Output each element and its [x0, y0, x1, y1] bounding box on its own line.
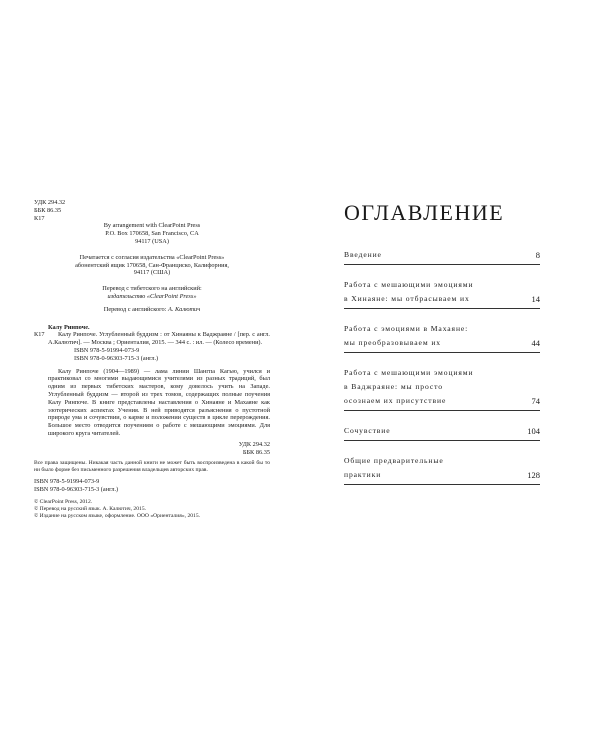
toc-entry[interactable] — [344, 278, 540, 309]
toc-entry-title: Сочувствие — [344, 426, 391, 435]
toc-entry-title: Введение — [344, 250, 382, 259]
translation-tib-publisher: издательство «ClearPoint Press» — [107, 292, 197, 300]
udk-line: УДК 294.32 — [34, 199, 66, 206]
isbn-citation-2: ISBN 978-0-96303-715-3 (англ.) — [74, 354, 159, 362]
toc-entry-page: 14 — [531, 294, 540, 304]
udk-block — [34, 199, 270, 222]
printed-line: абонентский ящик 170658, Сан-Франциско, Калифорния, — [75, 261, 229, 269]
udk-bottom-line: УДК 294.32 — [238, 440, 270, 448]
udk-bottom — [34, 441, 270, 457]
imprint-page — [34, 199, 270, 520]
toc-entry-title: практики — [344, 470, 382, 479]
isbn-line: ISBN 978-0-96303-715-3 (англ.) — [34, 486, 119, 494]
copyright-block — [34, 499, 270, 520]
isbn-line: ISBN 978-5-91994-073-9 — [34, 478, 100, 486]
arrangement-line: By arrangement with ClearPoint Press — [103, 222, 201, 230]
k17-label: К17 — [34, 331, 45, 339]
toc-entry-title: Работа с эмоциями в Махаяне: — [344, 324, 469, 333]
bbk-line: ББК 86.35 — [34, 206, 62, 214]
toc-entry[interactable] — [344, 322, 540, 353]
toc-entry-page: 128 — [527, 470, 540, 480]
toc-entry-title: Работа с мешающими эмоциями — [344, 280, 474, 289]
arrangement-line: 94117 (USA) — [135, 237, 169, 245]
copyright-line: © Перевод на русский язык. А. Калютич, 2015. — [34, 505, 147, 512]
toc-entry-page: 44 — [531, 338, 540, 348]
toc-entry-page: 74 — [531, 396, 540, 406]
toc-entry-title: в Хинаяне: мы отбрасываем их — [344, 294, 470, 303]
k17-line: К17 — [34, 214, 45, 222]
author-heading: Калу Ринпоче. — [48, 323, 90, 331]
toc-entry-title: в Ваджраяне: мы просто — [344, 382, 443, 391]
translation-eng — [34, 306, 270, 314]
table-of-contents — [344, 200, 540, 498]
citation-text: Калу Ринпоче. Углубленный буддизм : от Хинаяны к Ваджраяне / [пер. с англ. А.Калютич]. — Москва ; Ориенталия, 2015. — 344 с. : ил. — (Колесо времени). — [48, 331, 270, 347]
arrangement-line: P.O. Box 170658, San Francisco, CA — [105, 230, 199, 238]
isbn-list — [34, 478, 270, 494]
translation-block — [34, 285, 270, 301]
translation-eng-label: Перевод с английского: — [103, 305, 167, 313]
toc-entry[interactable] — [344, 248, 540, 265]
arrangement-block — [34, 222, 270, 245]
isbn-citation-1: ISBN 978-5-91994-073-9 — [74, 346, 140, 354]
abstract-text: Калу Ринпоче (1904—1989) — лама линии Шангпа Кагью, учился и практиковал со многими выдающимися учителями из разных традиций, был одним из первых тибетских мастеров, кому довелось учить на Западе. Углубленный буддизм — второй из трех томов, содержащих полные поучения Калу Ринпоче. В книге представлены наставления о Хинаяне и Махаяне как эзотерических аспектах Учения. В ней приводятся разъяснения о пустотной природе ума и сочувствии, о карме и положении существ в цикле перерождения. Большое место отводится поучениям о работе с мешающими эмоциями. Для широкого круга читателей. — [48, 367, 270, 437]
printed-line: 94117 (США) — [133, 269, 171, 277]
toc-entry-title: Работа с мешающими эмоциями — [344, 368, 474, 377]
toc-title: ОГЛАВЛЕНИЕ — [344, 200, 505, 225]
toc-entry[interactable] — [344, 366, 540, 411]
translation-eng-name: А. Калютич — [168, 305, 201, 313]
citation-row — [34, 331, 270, 347]
bbk-bottom-line: ББК 86.35 — [242, 448, 270, 456]
toc-entry-title: осознаем их присутствие — [344, 396, 447, 405]
printed-block — [34, 254, 270, 277]
printed-line: Печатается с согласия издательства «ClearPoint Press» — [79, 253, 225, 261]
copyright-line: © Издание на русском языке, оформление. ООО «Ориенталия», 2015. — [34, 512, 201, 519]
rights-text: Все права защищены. Никакая часть данной книги не может быть воспроизведена в какой бы то ни было форме без письменного разрешения владельцев авторских прав. — [34, 460, 270, 474]
toc-entry-page: 104 — [527, 426, 540, 436]
toc-entry[interactable] — [344, 454, 540, 485]
translation-tib-line: Перевод с тибетского на английский: — [102, 285, 202, 293]
toc-entry[interactable] — [344, 424, 540, 441]
toc-entry-title: мы преобразовываем их — [344, 338, 441, 347]
copyright-line: © ClearPoint Press, 2012. — [34, 498, 93, 505]
toc-entry-title: Общие предварительные — [344, 456, 444, 465]
toc-entry-page: 8 — [535, 250, 540, 260]
